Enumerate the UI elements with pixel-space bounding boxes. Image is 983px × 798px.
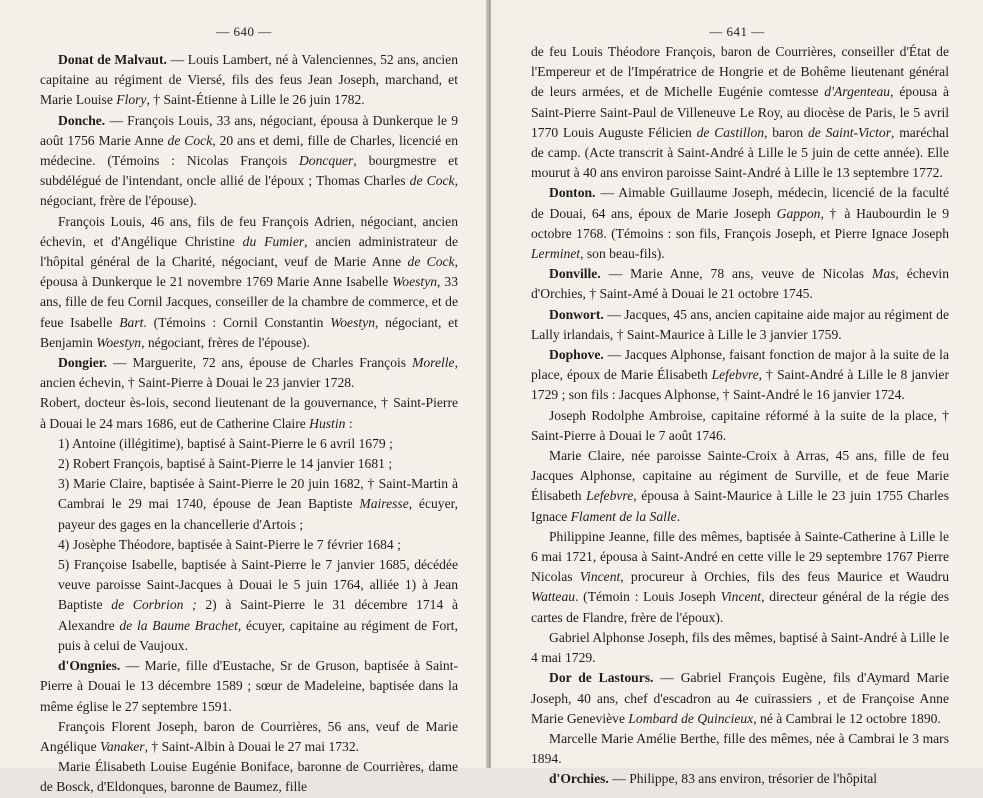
entry-paragraph [40, 717, 458, 757]
entry-text: : [345, 415, 353, 431]
entry-text: , 20 ans et demi, fille de Charles, licencié en médecine. (Témoins : Nicolas François [40, 132, 458, 169]
entry-text: — Marie Anne, 78 ans, veuve de Nicolas [600, 266, 872, 282]
entry-heading: Dor de Lastours. [549, 670, 654, 686]
entry-heading: Donton. [549, 185, 596, 201]
entry-text: 4) Josèphe Théodore, baptisée à Saint-Pierre le 7 février 1684 ; [58, 536, 401, 552]
page-text [531, 42, 949, 790]
italic-name: Lefebvre [586, 488, 634, 504]
page-number: — 640 — [216, 24, 272, 39]
italic-name: de Corbrion ; [111, 597, 197, 613]
entry-text: Joseph Rodolphe Ambroise, capitaine réformé à la suite de la place, † Saint-Pierre à Douai le 7 août 1746. [531, 407, 949, 443]
entry-heading: Donat de Malvaut. [58, 52, 167, 67]
italic-name: du Fumier [242, 233, 305, 249]
entry-paragraph [40, 50, 458, 111]
italic-name: Woestyn [96, 334, 142, 350]
italic-name: Morelle [412, 355, 455, 371]
list-item [40, 454, 458, 474]
entry-paragraph [531, 406, 949, 446]
entry-text: — Gabriel François Eugène, fils d'Aymard Marie Joseph, 40 ans, chef d'escadron au 4e cuirassiers , et de Françoise Anne Marie Geneviève [531, 670, 949, 726]
entry-text: 1) Antoine (illégitime), baptisé à Saint-Pierre le 6 avril 1679 ; [58, 435, 393, 451]
entry-text: , ancien échevin, † Saint-Pierre à Douai le 23 janvier 1728. [40, 355, 458, 391]
entry-text: , † à Haubourdin le 9 octobre 1768. (Témoins : son fils, François Joseph, et Pierre Ignace Joseph [531, 205, 949, 241]
entry-text: , † Saint-Étienne à Lille le 26 juin 1782. [146, 92, 365, 108]
italic-name: Mairesse [359, 496, 409, 512]
italic-name: Flory [116, 92, 147, 108]
entry-text: , négociant, frères de l'épouse). [141, 334, 310, 350]
entry-text: François Florent Joseph, baron de Courrières, 56 ans, veuf de Marie Angélique [40, 718, 458, 754]
italic-name: Lerminet [531, 246, 581, 262]
italic-name: d'Argenteau [824, 84, 891, 100]
list-item [40, 474, 458, 535]
entry-text: , † Saint-André à Lille le 8 janvier 1729 ; son fils : Jacques Alphonse, † Saint-André le 16 janvier 1724. [531, 367, 949, 403]
entry-paragraph [531, 305, 949, 345]
entry-text: , échevin d'Orchies, † Saint-Amé à Douai le 21 octobre 1745. [531, 266, 949, 302]
right-page [491, 0, 983, 787]
entry-paragraph [40, 212, 458, 353]
entry-text: , écuyer, capitaine au régiment de Fort, puis à celui de Vaujoux. [58, 617, 458, 653]
entry-paragraph [531, 628, 949, 668]
entry-text: 2) à Saint-Pierre le 31 décembre 1714 à Alexandre [58, 597, 458, 633]
entry-paragraph [40, 111, 458, 212]
entry-text: , 33 ans, fille de feu Cornil Jacques, conseiller de la chambre de commerce, et de feue Isabelle [40, 274, 459, 330]
entry-text: Marcelle Marie Amélie Berthe, fille des mêmes, née à Cambrai le 3 mars 1894. [531, 730, 949, 767]
entry-paragraph [531, 769, 949, 789]
entry-text: — Aimable Guillaume Joseph, médecin, licencié de la faculté de Douai, 64 ans, époux de Marie Joseph [531, 185, 949, 221]
entry-text: , ancien administrateur de l'hôpital général de la Charité, négociant, veuf de Marie Anne [40, 233, 458, 270]
entry-text: . (Témoin : Louis Joseph [575, 589, 721, 605]
entry-text: 3) Marie Claire, baptisée à Saint-Pierre le 20 juin 1682, † Saint-Martin à Cambrai le 29 mai 1740, épouse de Jean Baptiste [58, 476, 458, 512]
entry-text: de feu Louis Théodore François, baron de Courrières, conseiller d'État de l'Empereur et de l'Impératrice de Hongrie et de Bohême lieutenant général de leurs armées, et de Michelle Eugénie comtesse [531, 44, 949, 100]
entry-text: , épousa à Saint-Maurice à Lille le 23 juin 1755 Charles Ignace [531, 488, 949, 524]
italic-name: Woestyn [330, 314, 375, 330]
entry-text: — Louis Lambert, né à Valenciennes, 52 ans, ancien capitaine au régiment de Viersé, fils des feus Jean Joseph, marchand, et Marie Louise [40, 52, 458, 108]
italic-name: Vincent [720, 589, 762, 605]
entry-text: , épousa à Dunkerque le 21 novembre 1769 Marie Anne Isabelle [40, 254, 458, 290]
italic-name: Watteau [531, 589, 576, 605]
entry-heading: Dongier. [58, 355, 107, 371]
entry-heading: Dophove. [549, 347, 604, 363]
entry-paragraph [531, 42, 949, 183]
italic-name: de Cock [407, 254, 455, 270]
italic-name: Gappon [776, 205, 821, 221]
italic-name: de Cock [167, 132, 213, 148]
entry-paragraph [531, 446, 949, 527]
italic-name: Woestyn [392, 274, 438, 290]
entry-text: 2) Robert François, baptisé à Saint-Pierre le 14 janvier 1681 ; [58, 456, 393, 472]
entry-paragraph [40, 353, 458, 393]
italic-name: de Cock [409, 173, 455, 189]
entry-text: , épousa à Saint-Pierre Saint-Paul de Villeneuve Le Roy, au diocèse de Paris, le 5 avril 1770 Louis Auguste Félicien [531, 84, 949, 140]
italic-name: de Saint-Victor [807, 124, 892, 140]
entry-paragraph [531, 345, 949, 406]
entry-heading: Donwort. [549, 306, 604, 322]
entry-text: Robert, docteur ès-lois, second lieutenant de la gouvernance, † Saint-Pierre à Douai le 24 mars 1686, eut de Catherine Claire [40, 395, 458, 431]
italic-name: Vanaker [100, 738, 145, 754]
entry-text: , son beau-fils). [580, 246, 665, 262]
entry-text: — Jacques, 45 ans, ancien capitaine aide major au régiment de Lally irlandais, † Saint-Maurice à Lille le 3 janvier 1759. [531, 306, 949, 342]
entry-text: , bourgmestre et subdélégué de l'intendant, oncle allié de l'époux ; Thomas Charles [40, 153, 458, 189]
left-page [0, 0, 488, 795]
italic-name: Bart [119, 314, 144, 330]
entry-text: . (Témoins : Cornil Constantin [143, 314, 331, 330]
italic-name: Mas [872, 266, 896, 282]
entry-heading: Donche. [58, 112, 106, 128]
entry-text: , baron [764, 124, 808, 140]
list-item [40, 555, 458, 656]
entry-text: , directeur général de la régie des cartes de Flandre, frère de l'époux). [531, 589, 949, 625]
entry-text: François Louis, 46 ans, fils de feu François Adrien, négociant, ancien échevin, et d'Angélique Christine [40, 213, 458, 249]
italic-name: de Castillon [696, 124, 765, 140]
entry-text: , procureur à Orchies, fils des feus Maurice et Waudru [620, 569, 949, 585]
entry-paragraph [531, 668, 949, 729]
entry-text: Marie Claire, née paroisse Sainte-Croix à Arras, 45 ans, fille de feu Jacques Alphonse, capitaine au régiment de Surville, et de feue Marie Élisabeth [531, 448, 949, 504]
list-item [40, 434, 458, 454]
page-number: — 641 — [709, 24, 765, 39]
entry-paragraph [40, 393, 458, 433]
entry-text: — Marie, fille d'Eustache, Sr de Gruson, baptisée à Saint-Pierre à Douai le 13 décembre 1589 ; sœur de Madeleine, baptisée dans la même église le 27 septembre 1591. [40, 658, 458, 714]
entry-text: , écuyer, payeur des gages en la chancellerie d'Artois ; [58, 496, 458, 532]
italic-name: Vincent [579, 569, 621, 585]
italic-name: Lombard de Quincieux [628, 710, 754, 726]
page-text [40, 50, 458, 798]
entry-text: . [676, 508, 681, 524]
entry-heading: Donville. [549, 266, 601, 282]
entry-paragraph [531, 527, 949, 628]
entry-paragraph [531, 183, 949, 264]
entry-paragraph [40, 757, 458, 797]
entry-text: — François Louis, 33 ans, négociant, épousa à Dunkerque le 9 août 1756 Marie Anne [40, 112, 458, 148]
italic-name: Doncquer [298, 153, 354, 169]
entry-heading: d'Ongnies. [58, 658, 121, 674]
list-item [40, 535, 458, 555]
entry-text: , négociant, frère de l'épouse). [40, 173, 458, 209]
italic-name: Lefebvre [711, 367, 759, 383]
entry-heading: d'Orchies. [549, 771, 609, 787]
italic-name: Flament de la Salle [570, 508, 677, 524]
entry-text: 5) Françoise Isabelle, baptisée à Saint-Pierre le 7 janvier 1685, décédée veuve paroisse Saint-Jacques à Douai le 5 juin 1764, alliée 1) à Jean Baptiste [58, 557, 458, 613]
entry-text: Marie Élisabeth Louise Eugénie Boniface, baronne de Courrières, dame de Bosck, d'Eldonques, baronne de Baumez, fille [40, 759, 458, 795]
entry-text: , † Saint-Albin à Douai le 27 mai 1732. [144, 738, 360, 754]
entry-text: , né à Cambrai le 12 octobre 1890. [753, 710, 941, 726]
entry-text: — Philippe, 83 ans environ, trésorier de l'hôpital [608, 771, 878, 787]
entry-text: Gabriel Alphonse Joseph, fils des mêmes, baptisé à Saint-André à Lille le 4 mai 1729. [531, 629, 949, 666]
italic-name: de la Baume Brachet [119, 617, 238, 633]
entry-text: , maréchal de camp. (Acte transcrit à Saint-André à Lille le 5 juin de cette année). Elle mourut à 40 ans environ paroisse Saint-André à Lille le 13 septembre 1772. [531, 124, 949, 181]
italic-name: Hustin [309, 415, 346, 431]
entry-text: — Marguerite, 72 ans, épouse de Charles François [106, 355, 413, 371]
entry-text: — Jacques Alphonse, faisant fonction de major à la suite de la place, époux de Marie Élisabeth [531, 347, 949, 383]
entry-paragraph [531, 264, 949, 304]
entry-paragraph [40, 656, 458, 717]
entry-text: Philippine Jeanne, fille des mêmes, baptisée à Sainte-Catherine à Lille le 6 mai 1721, épousa à Saint-André en cette ville le 29 septembre 1767 Pierre Nicolas [531, 528, 949, 585]
entry-paragraph [531, 729, 949, 769]
entry-text: , négociant, et Benjamin [40, 314, 458, 350]
